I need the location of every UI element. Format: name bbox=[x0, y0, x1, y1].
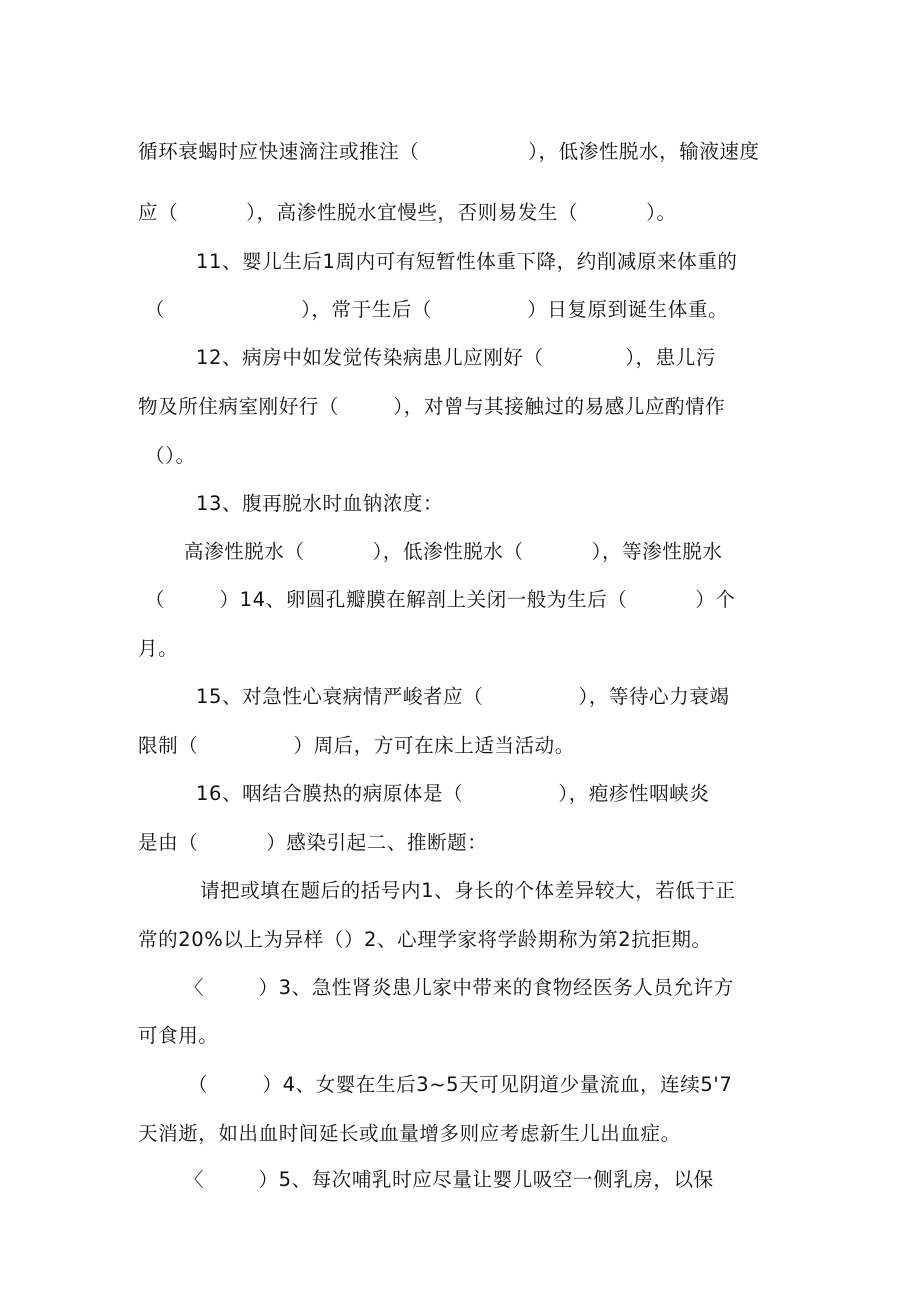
text-line: 循环衰蝎时应快速滴注或推注（ ），低渗性脱水，输液速度 bbox=[138, 140, 760, 163]
text-line: 限制（ ）周后，方可在床上适当活动。 bbox=[138, 734, 575, 757]
text-line: 15、对急性心衰病情严峻者应（ ），等待心力衰竭 bbox=[196, 685, 730, 708]
text-line: （）。 bbox=[145, 444, 196, 467]
text-line: 应（ ），高渗性脱水宜慢些，否则易发生（ ）。 bbox=[138, 201, 677, 224]
text-line: 高渗性脱水（ ），低渗性脱水（ ），等渗性脱水 bbox=[184, 540, 723, 563]
text-line: 是由（ ）感染引起二、推断题： bbox=[138, 831, 488, 854]
text-line: 月。 bbox=[138, 637, 179, 660]
text-line: 〈 ）5、每次哺乳时应尽量让婴儿吸空一侧乳房，以保 bbox=[184, 1168, 714, 1191]
text-line: （ ）4、女婴在生后3~5天可见阴道少量流血，连续5'7 bbox=[188, 1073, 733, 1096]
text-line: （ ）14、卵圆孔瓣膜在解剖上关闭一般为生后（ ）个 bbox=[145, 588, 736, 611]
text-line: 天消逝，如出血时间延长或血量增多则应考虑新生儿出血症。 bbox=[138, 1122, 681, 1145]
text-line: 13、腹再脱水时血钠浓度： bbox=[196, 492, 444, 515]
text-line: 请把或填在题后的括号内1、身长的个体差异较大，若低于正 bbox=[200, 879, 736, 902]
text-line: 12、病房中如发觉传染病患儿应刚好（ ），患儿污 bbox=[196, 346, 716, 369]
text-line: 16、咽结合膜热的病原体是（ ），疱疹性咽峡炎 bbox=[196, 782, 710, 805]
text-line: 可食用。 bbox=[138, 1024, 219, 1047]
text-line: 〈 ）3、急性肾炎患儿家中带来的食物经医务人员允许方 bbox=[184, 976, 734, 999]
text-line: 11、婴儿生后1周内可有短暂性体重下降，约削减原来体重的 bbox=[196, 250, 738, 273]
text-line: 常的20%以上为异样（）2、心理学家将学龄期称为第2抗拒期。 bbox=[138, 928, 712, 951]
text-line: 物及所住病室刚好行（ ），对曾与其接触过的易感儿应酌情作 bbox=[138, 395, 726, 418]
text-line: （ ），常于生后（ ）日复原到诞生体重。 bbox=[145, 298, 729, 321]
